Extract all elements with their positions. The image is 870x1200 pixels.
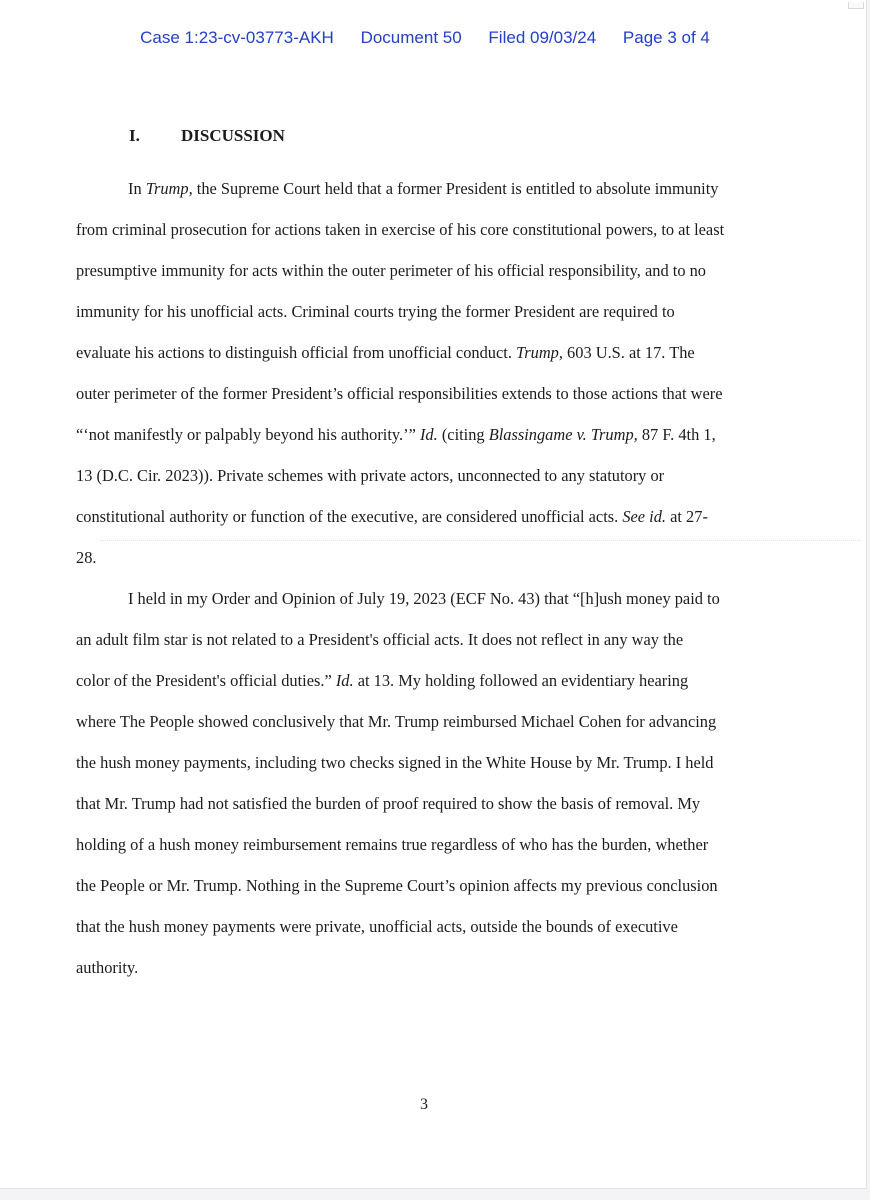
text-run: immunity for his unofficial acts. Criminal courts trying the former President are required to	[76, 302, 675, 321]
case-number: Case 1:23-cv-03773-AKH	[140, 28, 334, 47]
text-run: from criminal prosecution for actions taken in exercise of his core constitutional powers, to at least	[76, 220, 725, 239]
text-line	[76, 373, 786, 414]
text-run: the hush money payments, including two checks signed in the White House by Mr. Trump. I held	[76, 753, 714, 772]
filed-date: Filed 09/03/24	[488, 28, 597, 47]
section-heading	[129, 126, 285, 146]
text-line	[76, 906, 786, 947]
scan-artifact	[100, 540, 860, 542]
italic-citation: Blassingame v. Trump,	[488, 425, 638, 444]
italic-citation: Id.	[419, 425, 438, 444]
text-line	[76, 455, 786, 496]
text-line	[76, 865, 786, 906]
text-run: presumptive immunity for acts within the outer perimeter of his official responsibility, and to no	[76, 261, 706, 280]
text-line	[76, 168, 786, 209]
text-run: (citing	[437, 425, 489, 444]
text-line	[76, 496, 786, 537]
text-run: 28.	[76, 548, 97, 567]
text-run: that the hush money payments were private, unofficial acts, outside the bounds of executive	[76, 917, 678, 936]
text-line	[76, 660, 786, 701]
text-run: color of the President's official duties.”	[76, 671, 336, 690]
text-line	[76, 291, 786, 332]
text-line	[76, 537, 786, 578]
text-run: I held in my Order and Opinion of July 19, 2023 (ECF No. 43) that “[h]ush money paid to	[128, 589, 720, 608]
text-line	[76, 701, 786, 742]
text-line	[76, 742, 786, 783]
text-run: “‘not manifestly or palpably beyond his authority.’”	[76, 425, 420, 444]
paragraph-trump-immunity	[76, 168, 786, 578]
text-run: where The People showed conclusively that Mr. Trump reimbursed Michael Cohen for advancing	[76, 712, 717, 731]
text-line	[76, 250, 786, 291]
page-indicator: Page 3 of 4	[622, 28, 710, 47]
text-run: the Supreme Court held that a former President is entitled to absolute immunity	[192, 179, 719, 198]
text-run: at 27-	[666, 507, 708, 526]
text-line	[76, 783, 786, 824]
text-run: an adult film star is not related to a President's official acts. It does not reflect in any way the	[76, 630, 684, 649]
text-line	[76, 578, 786, 619]
text-run: outer perimeter of the former President’s official responsibilities extends to those actions that were	[76, 384, 723, 403]
text-run: 87 F. 4th 1,	[637, 425, 716, 444]
paragraph-hush-money-holding	[76, 578, 786, 988]
text-run: constitutional authority or function of the executive, are considered unofficial acts.	[76, 507, 623, 526]
text-line	[76, 619, 786, 660]
page-number: 3	[420, 1096, 428, 1113]
text-run: holding of a hush money reimbursement remains true regardless of who has the burden, whether	[76, 835, 709, 854]
text-run: that Mr. Trump had not satisfied the burden of proof required to show the basis of removal. My	[76, 794, 701, 813]
section-number: I.	[129, 126, 140, 145]
text-line	[76, 947, 786, 988]
text-run: the People or Mr. Trump. Nothing in the Supreme Court’s opinion affects my previous conclusion	[76, 876, 718, 895]
text-run: at 13. My holding followed an evidentiary hearing	[353, 671, 689, 690]
italic-citation: Id.	[335, 671, 354, 690]
section-title: DISCUSSION	[181, 126, 285, 145]
text-run: evaluate his actions to distinguish official from unofficial conduct.	[76, 343, 517, 362]
text-run: In	[128, 179, 146, 198]
ecf-header	[0, 28, 850, 48]
italic-citation: See id.	[622, 507, 667, 526]
page-corner-mark	[848, 2, 864, 9]
text-line	[76, 824, 786, 865]
text-line	[76, 332, 786, 373]
document-number: Document 50	[360, 28, 462, 47]
text-run: 603 U.S. at 17. The	[562, 343, 695, 362]
text-run: 13 (D.C. Cir. 2023)). Private schemes with private actors, unconnected to any statutory or	[76, 466, 665, 485]
text-line	[76, 414, 786, 455]
italic-citation: Trump,	[516, 343, 563, 362]
text-line	[76, 209, 786, 250]
italic-citation: Trump,	[145, 179, 193, 198]
text-run: authority.	[76, 958, 139, 977]
